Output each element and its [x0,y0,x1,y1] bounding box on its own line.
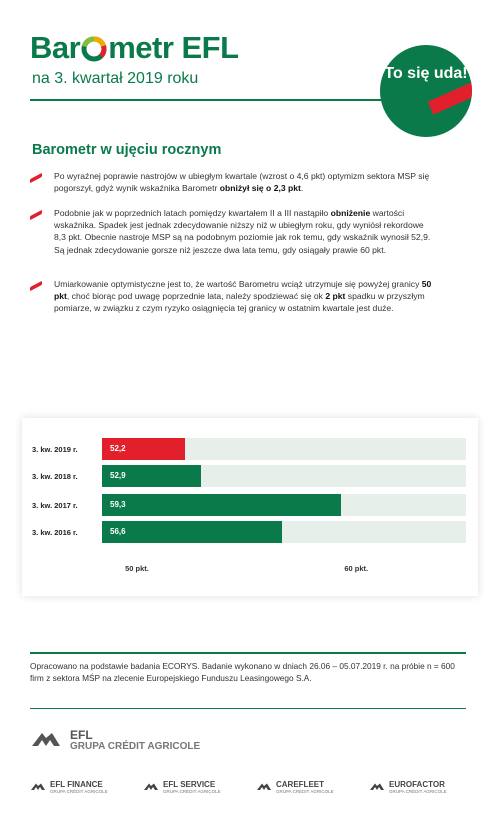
category-label: 3. kw. 2017 r. [32,501,78,510]
brand-prefix: Bar [30,30,81,65]
section-title: Barometr w ujęciu rocznym [32,142,222,158]
bar-value-label: 52,9 [110,471,126,480]
barometer-ring-icon [81,36,107,62]
bar [102,438,185,460]
credit-agricole-icon [30,730,62,750]
text-span: Po wyraźnej poprawie nastrojów w ubiegłym kwartale (wzrost o 4,6 pkt) optymizm sektora MSP się pogorszył, gdyż wynik wskaźnika Barometr [54,171,430,194]
text-bold: obniżył się o 2,3 pkt [219,183,301,194]
category-label: 3. kw. 2018 r. [32,472,78,481]
bar-value-label: 52,2 [110,444,126,453]
text-span: Umiarkowanie optymistyczne jest to, że wartość Barometru wciąż utrzymuje się powyżej granicy [54,279,422,289]
text-span: . [300,183,304,194]
logo-sub: GRUPA CRÉDIT AGRICOLE [389,789,447,794]
text-span: spadku w przyszłym pomiarze, w związku z czym ryzyko osiągnięcia tej granicy w ostatnim kwartale jest duże. [54,291,425,314]
bar-track [102,465,466,487]
logo-carefleet [256,780,366,800]
text-span: Podobnie jak w poprzednich latach pomiędzy kwartałem II a III nastąpiło [54,208,331,218]
header-divider [30,99,382,101]
bullet-marker [30,173,42,183]
badge-label: To się uda! [384,65,468,82]
logo-efl-finance [30,780,140,800]
paragraph-1 [54,170,434,194]
logo-name: EFL SERVICE [163,780,216,789]
bar-track [102,521,466,543]
footnote-divider-bottom [30,708,466,709]
credit-agricole-icon [369,782,385,792]
credit-agricole-icon [30,782,46,792]
logo-sub: GRUPA CRÉDIT AGRICOLE [276,789,334,794]
paragraph-2 [54,207,434,256]
slogan-badge [380,45,472,137]
footnote-divider-top [30,652,466,654]
footnote: Opracowano na podstawie badania ECORYS. Badanie wykonano w dniach 26.06 – 05.07.2019 r. na próbie n = 600 firm z sektora MŚP na zlecenie Europejskiego Funduszu Leasingowego S.A. [30,661,455,683]
category-label: 3. kw. 2019 r. [32,445,78,454]
brand-title [30,30,239,66]
bar [102,494,341,516]
bullet-marker [30,210,42,220]
x-tick-label: 60 pkt. [344,564,369,573]
logo-sub: GRUPA CRÉDIT AGRICOLE [163,789,221,794]
bar [102,521,282,543]
bar-track [102,438,466,460]
credit-agricole-icon [143,782,159,792]
subsidiary-logos [30,780,470,800]
bar-track [102,494,466,516]
logo-name: EFL FINANCE [50,780,103,789]
text-bold: 2 pkt [325,291,346,302]
bar-value-label: 56,6 [110,527,126,536]
bullet-marker [30,281,42,291]
bar-chart-card [22,418,478,596]
logo-sub: GRUPA CRÉDIT AGRICOLE [50,789,108,794]
logo-name: EUROFACTOR [389,780,445,789]
efl-logo-name: EFL [70,728,93,742]
brand-suffix: metr EFL [108,30,239,65]
badge-text [380,65,472,83]
logo-efl-service [143,780,253,800]
efl-logo-sub: GRUPA CRÉDIT AGRICOLE [70,741,201,752]
logo-name: CAREFLEET [276,780,324,789]
text-span: , choć biorąc pod uwagę poprzednie lata, należy spodziewać się ok [66,291,326,302]
bar [102,465,201,487]
paragraph-3 [54,278,434,315]
subtitle: na 3. kwartał 2019 roku [32,70,199,87]
text-span: wartości wskaźnika. Spadek jest jednak zdecydowanie niższy niż w ubiegłym roku, gdy wyniósł rekordowe 8,3 pkt. Obecnie nastroje MSP są na podobnym poziomie jak rok temu, gdy wskaźnik wynosił 52,9. Są jednak zdecydowanie gorsze niż jeszcze dwa lata temu, gdy osiągały prawie 60 pkt. [54,208,431,255]
bar-value-label: 59,3 [110,500,126,509]
text-bold: obniżenie [330,208,371,218]
x-tick-label: 50 pkt. [125,564,149,573]
logo-eurofactor [369,780,479,800]
credit-agricole-icon [256,782,272,792]
category-label: 3. kw. 2016 r. [32,528,78,537]
text-bold: 50 pkt [54,279,432,302]
